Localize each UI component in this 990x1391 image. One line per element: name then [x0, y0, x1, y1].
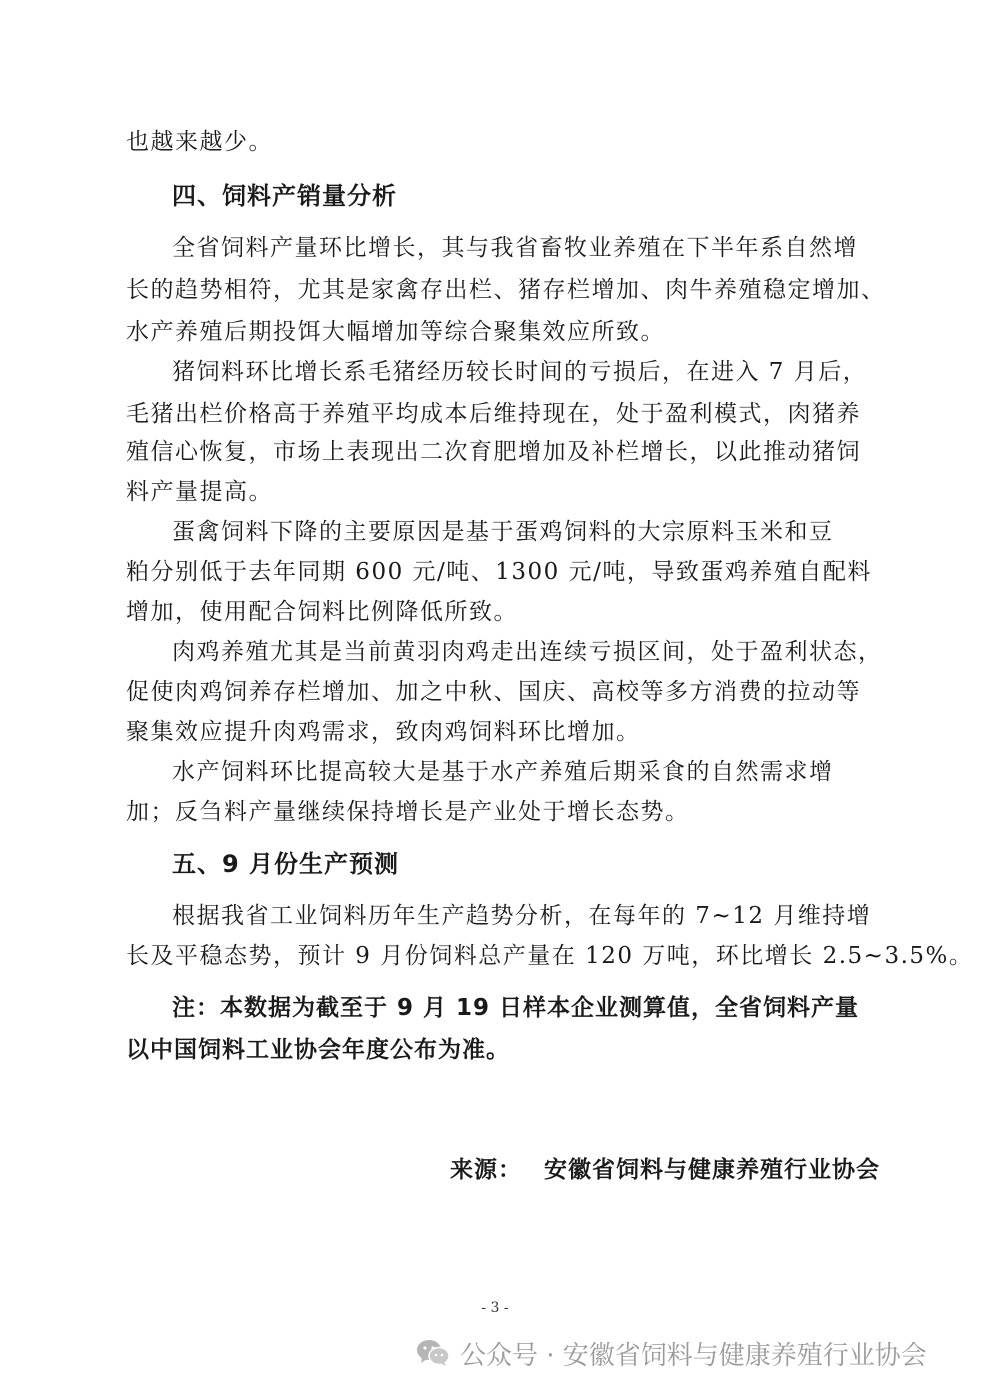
paragraph-line: 长的趋势相符，尤其是家禽存出栏、猪存栏增加、肉牛养殖稳定增加、 — [126, 277, 886, 303]
paragraph-line: 全省饲料产量环比增长，其与我省畜牧业养殖在下半年系自然增 — [172, 235, 858, 261]
wechat-icon — [416, 1339, 450, 1367]
source-label: 来源： — [450, 1157, 522, 1183]
paragraph-line: 毛猪出栏价格高于养殖平均成本后维持现在，处于盈利模式，肉猪养 — [126, 401, 861, 427]
paragraph-line: 粕分别低于去年同期 600 元/吨、1300 元/吨，导致蛋鸡养殖自配料 — [126, 559, 872, 585]
paragraph-line: 根据我省工业饲料历年生产趋势分析，在每年的 7~12 月维持增 — [172, 903, 872, 929]
paragraph-line: 促使肉鸡饲养存栏增加、加之中秋、国庆、高校等多方消费的拉动等 — [126, 679, 861, 705]
paragraph-line: 水产养殖后期投饵大幅增加等综合聚集效应所致。 — [126, 319, 665, 345]
page-number: - 3 - — [481, 1300, 509, 1316]
section-heading-forecast: 五、9 月份生产预测 — [172, 850, 400, 878]
section-heading-feed-sales: 四、饲料产销量分析 — [172, 182, 397, 210]
paragraph-line: 料产量提高。 — [126, 479, 273, 505]
paragraph-line: 聚集效应提升肉鸡需求，致肉鸡饲料环比增加。 — [126, 719, 641, 745]
paragraph-line: 殖信心恢复，市场上表现出二次育肥增加及补栏增长，以此推动猪饲 — [126, 439, 861, 465]
note-line: 以中国饲料工业协会年度公布为准。 — [126, 1037, 510, 1063]
paragraph-line: 蛋禽饲料下降的主要原因是基于蛋鸡饲料的大宗原料玉米和豆 — [172, 519, 834, 545]
note-line: 注：本数据为截至于 9 月 19 日样本企业测算值，全省饲料产量 — [172, 995, 860, 1021]
paragraph-line: 猪饲料环比增长系毛猪经历较长时间的亏损后，在进入 7 月后， — [172, 359, 868, 385]
source-attribution — [450, 1150, 880, 1190]
paragraph-line: 增加，使用配合饲料比例降低所致。 — [126, 599, 518, 625]
paragraph-line: 加；反刍料产量继续保持增长是产业处于增长态势。 — [126, 799, 690, 825]
watermark-text: 公众号 · 安徽省饲料与健康养殖行业协会 — [460, 1340, 927, 1371]
paragraph-line: 也越来越少。 — [126, 129, 273, 155]
paragraph-line: 肉鸡养殖尤其是当前黄羽肉鸡走出连续亏损区间，处于盈利状态， — [172, 639, 883, 665]
watermark — [416, 1333, 927, 1373]
paragraph-line: 长及平稳态势，预计 9 月份饲料总产量在 120 万吨，环比增长 2.5~3.5%。 — [126, 943, 974, 969]
source-organization: 安徽省饲料与健康养殖行业协会 — [544, 1157, 880, 1183]
paragraph-line: 水产饲料环比提高较大是基于水产养殖后期采食的自然需求增 — [172, 759, 834, 785]
